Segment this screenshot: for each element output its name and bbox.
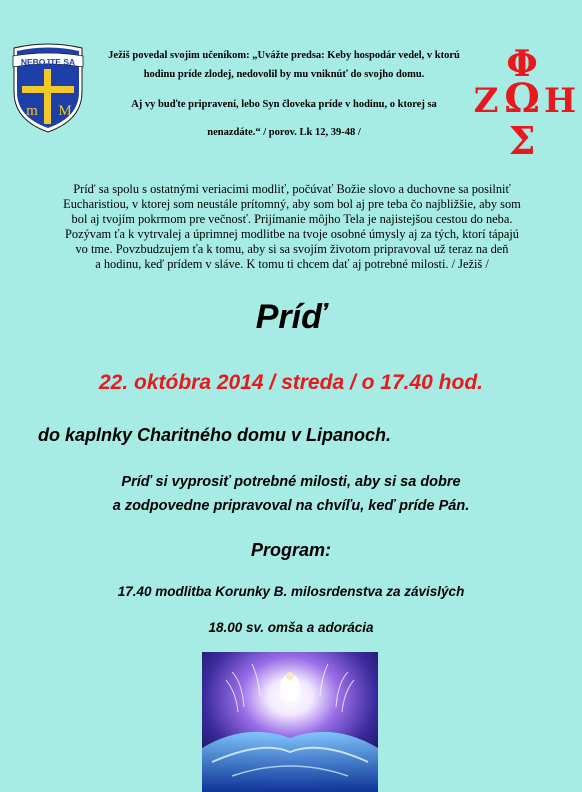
header-quote-line-2: hodinu príde zlodej, nedovolil by mu vniknúť do svojho domu. — [143, 69, 425, 80]
body-paragraph — [30, 182, 554, 273]
invitation-line-1: Príď si vyprosiť potrebné milosti, aby si sa dobre — [121, 474, 461, 490]
wave-swirl — [202, 732, 378, 792]
nebojte-sa-shield-logo — [10, 42, 86, 134]
event-place: do kaplnky Charitného domu v Lipanoch. — [38, 425, 392, 445]
shield-letter-m-small: m — [26, 103, 38, 119]
body-line: Pozývam ťa k vytrvalej a úprimnej modlitbe na tvoje osobné úmysly aj za tých, ktorí tápajú — [64, 227, 519, 242]
program-item: 17.40 modlitba Korunky B. milosrdenstva za závislých — [117, 584, 465, 599]
body-line: a hodinu, keď prídem v sláve. K tomu ti chcem dať aj potrebné milosti. / Ježiš / — [95, 257, 489, 272]
cross-vertical — [44, 69, 51, 124]
body-line: Eucharistiou, v ktorej som neustále prítomný, aby som bol aj pre teba čo najbližšie, aby som — [63, 197, 521, 212]
zoe-greek-logo — [466, 40, 578, 164]
zoe-letter-sigma: Σ — [508, 118, 536, 163]
cross-horizontal — [22, 86, 74, 93]
event-date: 22. októbra 2014 / streda / o 17.40 hod. — [99, 371, 483, 394]
christ-in-glory-image — [202, 652, 378, 792]
header-quote-line-3: Aj vy buďte pripravení, lebo Syn človeka príde v hodinu, o ktorej sa — [131, 99, 437, 110]
program-title: Program: — [250, 540, 331, 560]
zoe-letter-eta: Η — [543, 81, 577, 121]
header-quote-line-1: Ježiš povedal svojim učeníkom: „Uvážte predsa: Keby hospodár vedel, v ktorú — [108, 50, 460, 61]
page-title: Príď — [255, 298, 327, 336]
zoe-letter-phi: Φ — [506, 43, 538, 85]
header-quote-line-4: nenazdáte.“ / porov. Lk 12, 39-48 / — [207, 127, 361, 138]
program-item: 18.00 sv. omša a adorácia — [208, 620, 374, 635]
zoe-letter-zeta: Z — [473, 81, 499, 121]
zoe-letter-omega: Ω — [504, 75, 540, 122]
shield-letter-m-large: M — [58, 103, 72, 119]
body-line: Príď sa spolu s ostatnými veriacimi modliť, počúvať Božie slovo a duchovne sa posilniť — [73, 182, 511, 196]
invitation-line-2: a zodpovedne pripravoval na chvíľu, keď príde Pán. — [112, 498, 470, 514]
body-line: bol aj tvojím pokrmom pre večnosť. Prijímanie môjho Tela je najistejšou cestou do neba. — [71, 212, 513, 227]
body-line: vo tme. Povzbudzujem ťa k tomu, aby si sa svojím životom pripravoval už teraz na deň — [75, 242, 509, 257]
shield-banner-text: NEBOJTE SA — [20, 57, 76, 67]
